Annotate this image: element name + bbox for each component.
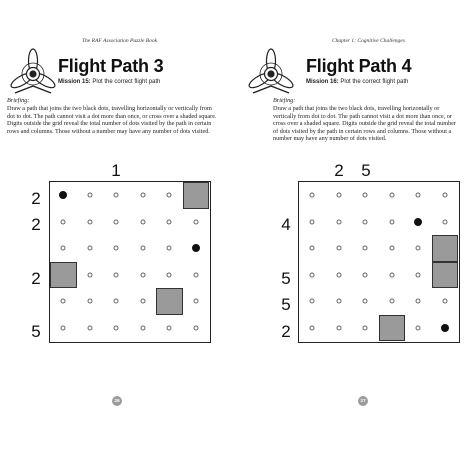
grid-cell[interactable] [326, 182, 353, 209]
grid-cell[interactable] [326, 262, 353, 289]
grid-dot [389, 299, 394, 304]
grid-cell[interactable] [183, 315, 210, 342]
grid-cell[interactable] [156, 209, 183, 236]
row-clue: 2 [281, 322, 291, 341]
grid-cell[interactable] [50, 209, 77, 236]
grid-cell[interactable] [326, 315, 353, 342]
grid-dot [416, 272, 421, 277]
briefing-text: Draw a path that joins the two black dots, travelling horizontally or vertically from dot to dot. The path cannot visit a dot more than once, or cross over a shaded square. Digits outside the grid reveal the total number of dots visited by the path in certain rows and columns. Those without a number may have any number of dots visited. [273, 105, 456, 143]
grid-dot [87, 299, 92, 304]
grid-cell[interactable] [130, 182, 157, 209]
grid-cell[interactable] [130, 262, 157, 289]
grid-cell[interactable] [326, 209, 353, 236]
grid-cell[interactable] [50, 315, 77, 342]
row-clue: 5 [281, 269, 291, 288]
grid-cell[interactable] [183, 235, 210, 262]
grid-dot [336, 299, 341, 304]
grid-cell[interactable] [103, 235, 130, 262]
grid-dot [193, 299, 198, 304]
shaded-square [379, 315, 406, 342]
grid-cell[interactable] [77, 235, 104, 262]
grid-dot [167, 246, 172, 251]
grid-dot [140, 325, 145, 330]
grid-dot [336, 325, 341, 330]
grid-dot [193, 325, 198, 330]
grid-cell[interactable] [299, 182, 326, 209]
grid-cell[interactable] [50, 182, 77, 209]
grid-cell[interactable] [77, 315, 104, 342]
row-clue: 5 [31, 322, 41, 341]
black-dot [441, 324, 449, 332]
grid-cell[interactable] [130, 288, 157, 315]
grid-cell[interactable] [379, 288, 406, 315]
grid-dot [193, 272, 198, 277]
grid-dot [336, 193, 341, 198]
grid-dot [363, 272, 368, 277]
grid-cell[interactable] [50, 288, 77, 315]
grid-cell[interactable] [326, 288, 353, 315]
grid-cell[interactable] [379, 262, 406, 289]
grid-cell[interactable] [103, 315, 130, 342]
grid-cell[interactable] [156, 262, 183, 289]
grid-cell[interactable] [156, 315, 183, 342]
grid-cell[interactable] [50, 235, 77, 262]
shaded-square [50, 262, 77, 289]
grid-cell[interactable] [432, 262, 459, 289]
grid-cell[interactable] [77, 209, 104, 236]
page-number: 27 [358, 396, 368, 406]
grid-cell[interactable] [77, 262, 104, 289]
grid-cell[interactable] [405, 262, 432, 289]
grid-dot [310, 299, 315, 304]
grid-dot [87, 219, 92, 224]
grid-cell[interactable] [50, 262, 77, 289]
grid-dot [336, 272, 341, 277]
grid-dot [389, 272, 394, 277]
grid-cell[interactable] [405, 315, 432, 342]
column-clue: 5 [361, 161, 371, 180]
column-clue: 1 [111, 161, 121, 180]
grid-dot [363, 193, 368, 198]
grid-dot [389, 219, 394, 224]
grid-dot [416, 299, 421, 304]
grid-dot [114, 246, 119, 251]
propeller-emblem-icon [10, 48, 56, 100]
grid-dot [167, 193, 172, 198]
grid-cell[interactable] [379, 235, 406, 262]
grid-dot [87, 272, 92, 277]
puzzle-title: Flight Path 4 [306, 56, 412, 76]
grid-dot [87, 246, 92, 251]
grid-cell[interactable] [299, 262, 326, 289]
mission-text: Plot the correct flight path [92, 79, 161, 85]
column-clue: 2 [334, 161, 344, 180]
grid-cell[interactable] [103, 262, 130, 289]
propeller-emblem-icon [248, 48, 294, 100]
mission-line [306, 79, 408, 85]
mission-label: Mission 15: [58, 79, 91, 85]
row-clue: 2 [31, 189, 41, 208]
row-clue: 4 [281, 215, 291, 234]
grid-dot [140, 246, 145, 251]
shaded-square [156, 288, 183, 315]
grid-dot [389, 193, 394, 198]
grid-cell[interactable] [432, 315, 459, 342]
running-head: Chapter 1: Cognitive Challenges [332, 38, 405, 44]
grid-cell[interactable] [405, 288, 432, 315]
row-clue: 2 [31, 215, 41, 234]
grid-cell[interactable] [379, 182, 406, 209]
mission-text: Plot the correct flight path [340, 79, 409, 85]
puzzle-title: Flight Path 3 [58, 56, 164, 76]
page-number: 26 [112, 396, 122, 406]
grid-cell[interactable] [103, 288, 130, 315]
grid-cell[interactable] [352, 182, 379, 209]
grid-dot [193, 219, 198, 224]
grid-dot [336, 219, 341, 224]
grid-dot [310, 325, 315, 330]
grid-dot [114, 299, 119, 304]
grid-cell[interactable] [77, 182, 104, 209]
grid-dot [442, 219, 447, 224]
grid-cell[interactable] [183, 182, 210, 209]
grid-cell[interactable] [379, 315, 406, 342]
grid-dot [416, 325, 421, 330]
row-clue: 2 [31, 269, 41, 288]
shaded-square [183, 182, 210, 209]
running-head: The RAF Association Puzzle Book [82, 38, 158, 44]
black-dot [192, 244, 200, 252]
grid-dot [416, 246, 421, 251]
grid-dot [114, 193, 119, 198]
grid-dot [416, 193, 421, 198]
grid-cell[interactable] [405, 182, 432, 209]
grid-cell[interactable] [156, 288, 183, 315]
grid-dot [140, 272, 145, 277]
grid-cell[interactable] [183, 262, 210, 289]
grid-dot [363, 246, 368, 251]
grid-dot [310, 246, 315, 251]
grid-dot [140, 193, 145, 198]
grid-dot [140, 219, 145, 224]
grid-dot [87, 325, 92, 330]
grid-cell[interactable] [379, 209, 406, 236]
mission-line [58, 79, 160, 85]
grid-cell[interactable] [432, 182, 459, 209]
grid-dot [61, 325, 66, 330]
grid-cell[interactable] [326, 235, 353, 262]
grid-dot [114, 325, 119, 330]
grid-cell[interactable] [299, 288, 326, 315]
briefing-heading: Briefing: [7, 97, 30, 104]
grid-dot [140, 299, 145, 304]
grid-dot [363, 325, 368, 330]
briefing-heading: Briefing: [273, 97, 296, 104]
grid-cell[interactable] [405, 209, 432, 236]
grid-cell[interactable] [299, 209, 326, 236]
shaded-square [432, 235, 459, 262]
shaded-square [432, 262, 459, 289]
grid-cell[interactable] [432, 235, 459, 262]
black-dot [414, 218, 422, 226]
grid-cell[interactable] [352, 209, 379, 236]
grid-cell[interactable] [432, 288, 459, 315]
grid-dot [61, 299, 66, 304]
grid-cell[interactable] [77, 288, 104, 315]
grid-dot [310, 272, 315, 277]
grid-cell[interactable] [352, 315, 379, 342]
grid-cell[interactable] [130, 209, 157, 236]
grid-cell[interactable] [156, 235, 183, 262]
grid-dot [310, 193, 315, 198]
grid-cell[interactable] [352, 235, 379, 262]
grid-cell[interactable] [183, 209, 210, 236]
grid-dot [87, 193, 92, 198]
grid-cell[interactable] [130, 235, 157, 262]
grid-cell[interactable] [405, 235, 432, 262]
grid-cell[interactable] [156, 182, 183, 209]
grid-cell[interactable] [352, 262, 379, 289]
grid-dot [61, 246, 66, 251]
flight-path-grid[interactable] [49, 181, 211, 343]
grid-dot [114, 219, 119, 224]
grid-cell[interactable] [299, 235, 326, 262]
black-dot [59, 191, 67, 199]
grid-cell[interactable] [299, 315, 326, 342]
grid-dot [167, 219, 172, 224]
grid-dot [442, 299, 447, 304]
mission-label: Mission 16: [306, 79, 339, 85]
grid-cell[interactable] [432, 209, 459, 236]
grid-cell[interactable] [183, 288, 210, 315]
grid-cell[interactable] [103, 209, 130, 236]
grid-cell[interactable] [130, 315, 157, 342]
flight-path-grid[interactable] [298, 181, 460, 343]
grid-dot [363, 219, 368, 224]
grid-dot [114, 272, 119, 277]
grid-dot [442, 193, 447, 198]
grid-dot [336, 246, 341, 251]
grid-cell[interactable] [103, 182, 130, 209]
grid-dot [389, 246, 394, 251]
grid-dot [61, 219, 66, 224]
grid-dot [310, 219, 315, 224]
briefing-text: Draw a path that joins the two black dots, travelling horizontally or vertically from dot to dot. The path cannot visit a dot more than once, or cross over a shaded square. Digits outside the grid reveal the total number of dots visited by the path in certain rows and columns. Those without a number may have any number of dots visited. [7, 105, 217, 135]
grid-dot [167, 272, 172, 277]
row-clue: 5 [281, 295, 291, 314]
grid-dot [363, 299, 368, 304]
grid-cell[interactable] [352, 288, 379, 315]
grid-dot [167, 325, 172, 330]
